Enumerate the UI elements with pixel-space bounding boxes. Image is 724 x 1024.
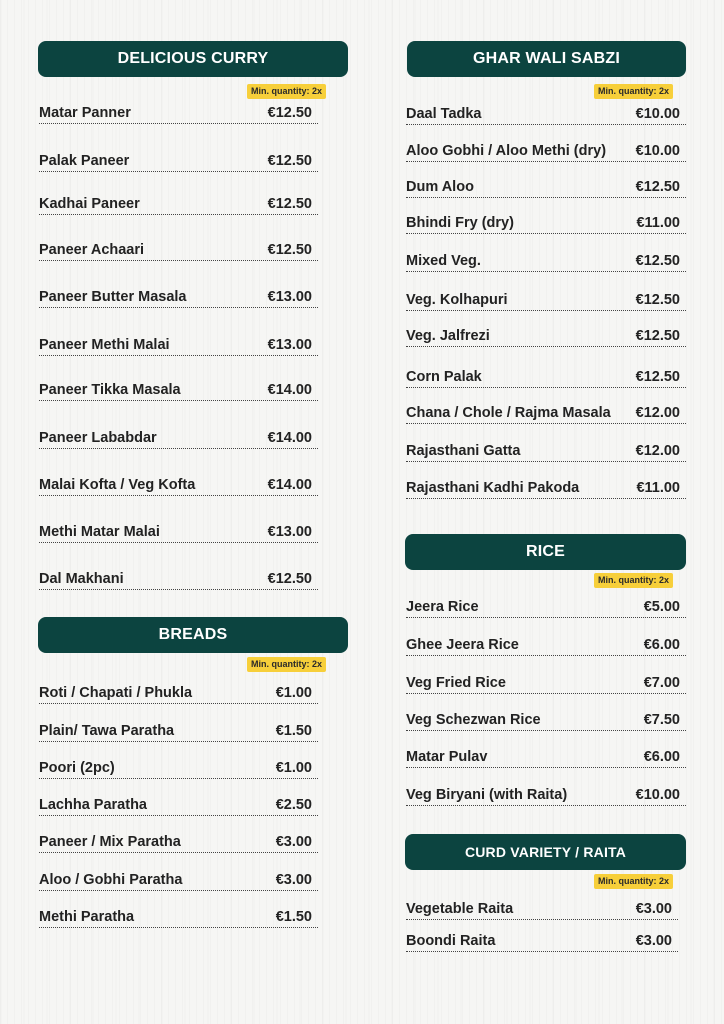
menu-item [406,933,678,952]
menu-item [406,480,686,499]
menu-item [39,105,318,124]
section-delicious-curry [38,41,348,77]
menu-item-price: €12.50 [267,105,312,121]
min-quantity-badge: Min. quantity: 2x [594,573,673,588]
menu-item-price: €10.00 [635,143,680,159]
menu-item-name: Paneer Achaari [39,242,145,258]
menu-item [39,834,318,853]
menu-item-name: Paneer Lababdar [39,430,157,446]
menu-item-name: Roti / Chapati / Phukla [39,685,193,701]
menu-item [39,430,318,449]
menu-item-price: €3.00 [635,901,672,917]
min-quantity-badge: Min. quantity: 2x [594,874,673,889]
menu-item [406,292,686,311]
menu-item-price: €10.00 [635,106,680,122]
menu-item-price: €12.50 [267,571,312,587]
menu-item-price: €3.00 [275,872,312,888]
min-quantity-badge: Min. quantity: 2x [594,84,673,99]
menu-item-price: €14.00 [267,382,312,398]
menu-item-price: €12.50 [635,292,680,308]
menu-item-name: Dal Makhani [39,571,124,587]
menu-item-name: Kadhai Paneer [39,196,140,212]
menu-item-name: Poori (2pc) [39,760,115,776]
menu-item [406,405,686,424]
menu-item-name: Rajasthani Kadhi Pakoda [406,480,580,496]
menu-item [39,153,318,172]
menu-item-name: Veg. Jalfrezi [406,328,490,344]
menu-item [39,723,318,742]
menu-item-price: €12.00 [635,405,680,421]
menu-item-price: €10.00 [635,787,680,803]
menu-item [406,179,686,198]
menu-item [406,106,686,125]
section-rice [405,534,686,570]
menu-item-price: €7.00 [643,675,680,691]
menu-item-price: €12.50 [635,253,680,269]
menu-item-price: €5.00 [643,599,680,615]
menu-item-name: Jeera Rice [406,599,479,615]
menu-item [406,901,678,920]
menu-item-name: Boondi Raita [406,933,496,949]
menu-item [39,760,318,779]
menu-item-price: €11.00 [636,480,680,496]
menu-item [39,337,318,356]
menu-item-price: €12.50 [267,196,312,212]
menu-item-price: €3.00 [275,834,312,850]
menu-item-price: €12.50 [635,369,680,385]
menu-item [39,685,318,704]
menu-item-price: €14.00 [267,430,312,446]
section-ghar-wali-sabzi [407,41,686,77]
menu-item-name: Paneer Methi Malai [39,337,170,353]
menu-item-name: Chana / Chole / Rajma Masala [406,405,611,421]
menu-item [39,797,318,816]
menu-item [39,382,318,401]
menu-item [406,712,686,731]
menu-item-name: Plain/ Tawa Paratha [39,723,175,739]
menu-item-price: €14.00 [267,477,312,493]
menu-item-name: Matar Pulav [406,749,488,765]
menu-item [406,328,686,347]
menu-item [39,242,318,261]
menu-item-price: €6.00 [643,749,680,765]
min-quantity-badge: Min. quantity: 2x [247,657,326,672]
menu-item [406,599,686,618]
menu-item-name: Matar Panner [39,105,131,121]
menu-item-name: Lachha Paratha [39,797,147,813]
menu-item [39,872,318,891]
menu-item-name: Ghee Jeera Rice [406,637,519,653]
menu-item [406,369,686,388]
menu-item [406,253,686,272]
menu-item-name: Palak Paneer [39,153,130,169]
section-header: CURD VARIETY / RAITA [405,834,686,870]
menu-item-price: €3.00 [635,933,672,949]
menu-item-price: €6.00 [643,637,680,653]
menu-item-price: €13.00 [267,337,312,353]
menu-item [39,289,318,308]
menu-item [406,215,686,234]
menu-item-name: Paneer Tikka Masala [39,382,181,398]
menu-item [39,571,318,590]
menu-item-price: €13.00 [267,524,312,540]
min-quantity-badge: Min. quantity: 2x [247,84,326,99]
menu-item-name: Daal Tadka [406,106,482,122]
menu-item [406,443,686,462]
menu-item-name: Aloo Gobhi / Aloo Methi (dry) [406,143,607,159]
menu-item-name: Vegetable Raita [406,901,514,917]
menu-item-price: €7.50 [643,712,680,728]
menu-item [406,787,686,806]
menu-item [406,675,686,694]
menu-item-price: €12.50 [635,179,680,195]
menu-item-name: Corn Palak [406,369,482,385]
menu-item-name: Malai Kofta / Veg Kofta [39,477,196,493]
section-header: BREADS [38,617,348,653]
section-header: GHAR WALI SABZI [407,41,686,77]
menu-item-price: €1.50 [275,723,312,739]
menu-item [39,196,318,215]
menu-item-price: €2.50 [275,797,312,813]
menu-item [39,524,318,543]
menu-item-price: €12.50 [267,242,312,258]
menu-item-name: Methi Paratha [39,909,135,925]
menu-item [406,143,686,162]
menu-item-name: Dum Aloo [406,179,474,195]
menu-item-name: Veg Biryani (with Raita) [406,787,568,803]
section-header: RICE [405,534,686,570]
menu-item-price: €1.00 [275,760,312,776]
menu-item-price: €1.00 [275,685,312,701]
menu-item-price: €1.50 [275,909,312,925]
section-curd-raita [405,834,686,870]
menu-item-price: €12.50 [635,328,680,344]
menu-item-name: Rajasthani Gatta [406,443,521,459]
section-breads [38,617,348,653]
section-header: DELICIOUS CURRY [38,41,348,77]
menu-item [39,477,318,496]
menu-item [406,749,686,768]
menu-item-name: Paneer / Mix Paratha [39,834,181,850]
menu-item-name: Veg Fried Rice [406,675,506,691]
menu-item-name: Aloo / Gobhi Paratha [39,872,183,888]
menu-item-price: €13.00 [267,289,312,305]
menu-item-name: Paneer Butter Masala [39,289,187,305]
menu-item [39,909,318,928]
menu-item-price: €11.00 [636,215,680,231]
menu-item-name: Bhindi Fry (dry) [406,215,514,231]
menu-item-name: Veg Schezwan Rice [406,712,541,728]
menu-item-price: €12.00 [635,443,680,459]
menu-item [406,637,686,656]
menu-item-name: Mixed Veg. [406,253,481,269]
menu-item-price: €12.50 [267,153,312,169]
menu-item-name: Veg. Kolhapuri [406,292,508,308]
menu-item-name: Methi Matar Malai [39,524,160,540]
